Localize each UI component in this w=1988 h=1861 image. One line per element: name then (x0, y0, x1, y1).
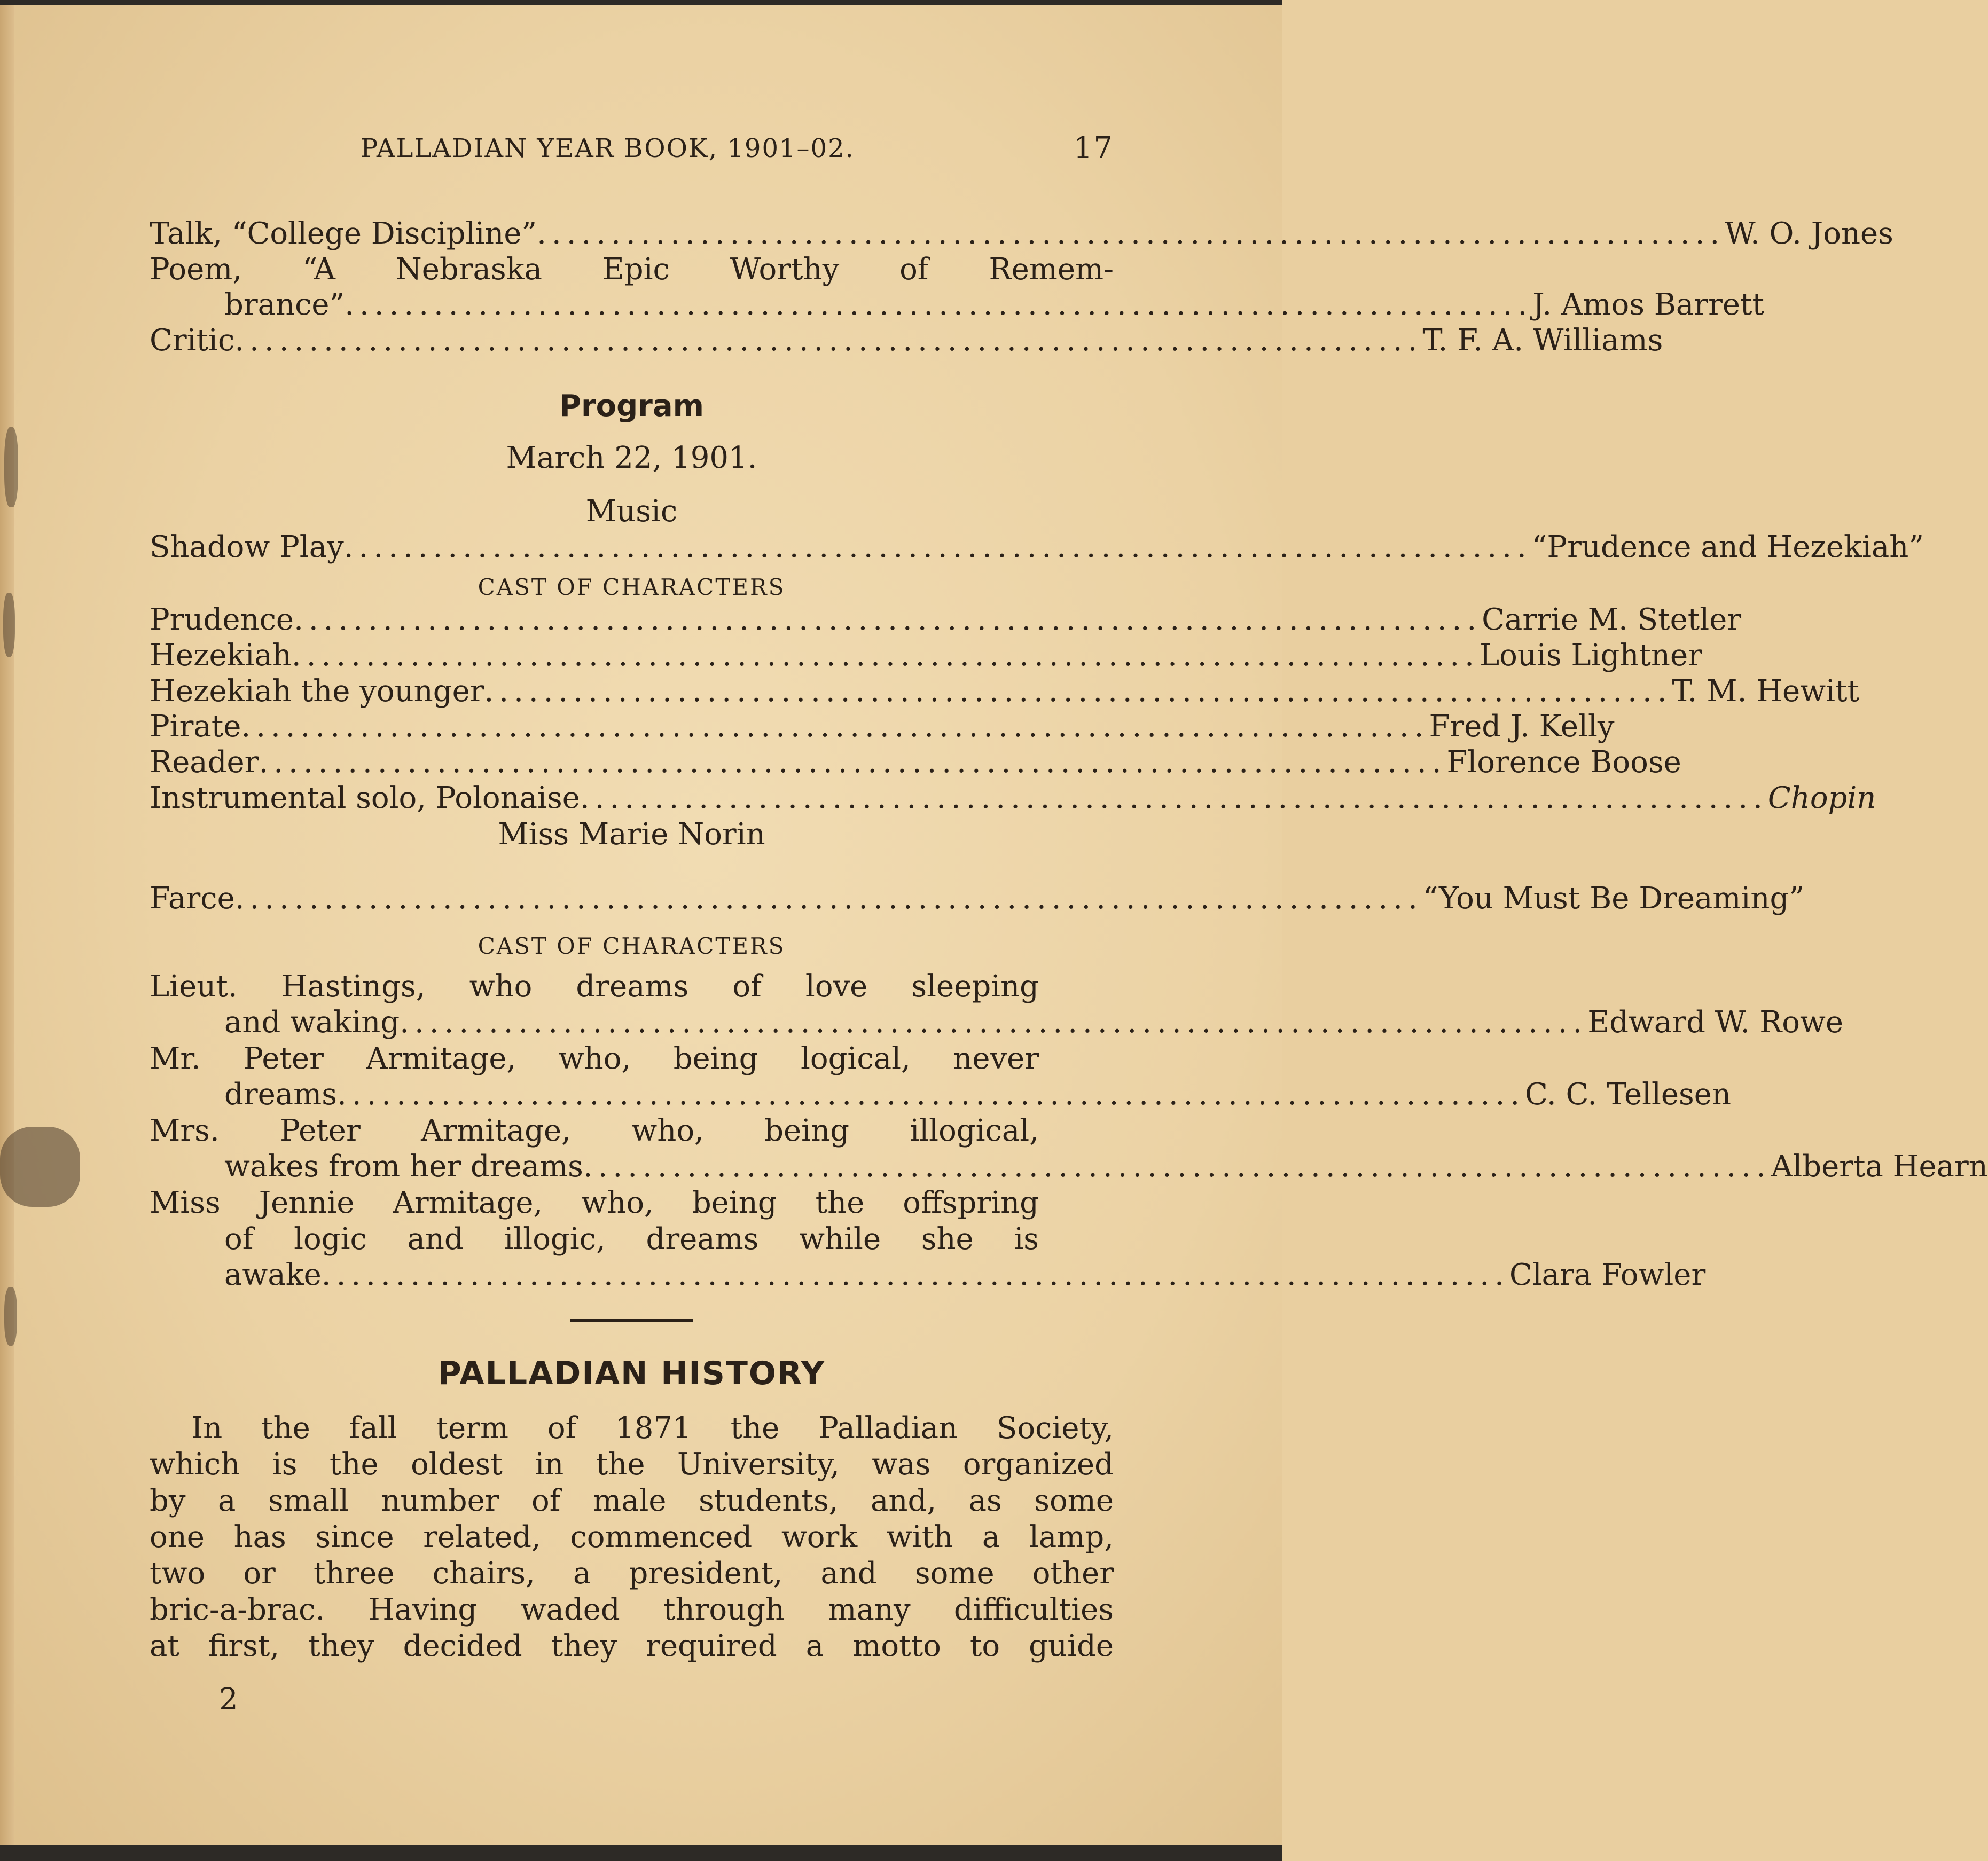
leader-dots: ................................................................................ (291, 638, 1480, 673)
program-entry: Talk, “College Discipline” ................................................................................ W. O. Jones (150, 216, 1893, 251)
binding-stain (4, 1287, 17, 1346)
program-entry: Poem, “A Nebraska Epic Worthy of Remem- (150, 252, 1114, 287)
program-date: March 22, 1901. (506, 441, 757, 475)
cast-entry: wakes from her dreams ................................................................................ Alberta Hearn (224, 1149, 1988, 1184)
page-binding-edge (0, 5, 14, 1845)
binding-stain (3, 593, 15, 657)
leader-dots: ................................................................................ (241, 709, 1429, 744)
page-bottom-edge (0, 1845, 1282, 1861)
running-title: PALLADIAN YEAR BOOK, 1901–02. (361, 134, 855, 163)
cast-entry: of logic and illogic, dreams while she is (224, 1222, 1039, 1257)
program-entry: Instrumental solo, Polonaise ................................................................................ Chopin (150, 781, 1876, 815)
leader-dots: ................................................................................ (294, 602, 1482, 637)
leader-dots: ................................................................................ (321, 1258, 1509, 1292)
history-line: In the fall term of 1871 the Palladian Society, (191, 1411, 1114, 1446)
leader-dots: ................................................................................ (537, 216, 1725, 251)
cast-entry: Hezekiah ................................................................................ Louis Lightner (150, 638, 1702, 673)
leader-dots: ................................................................................ (583, 1149, 1771, 1184)
history-line: by a small number of male students, and, as some (150, 1483, 1114, 1518)
cast-entry: awake ................................................................................ Clara Fowler (224, 1258, 1706, 1292)
cast-heading: CAST OF CHARACTERS (478, 574, 786, 600)
page-number: 17 (1073, 131, 1114, 166)
page-top-edge (0, 0, 1282, 5)
cast-entry: dreams ................................................................................ C. C. Tellesen (224, 1077, 1732, 1112)
cast-entry: Hezekiah the younger ................................................................................ T. M. Hewitt (150, 674, 1860, 709)
leader-dots: ................................................................................ (345, 287, 1533, 322)
music-item: Music (585, 494, 678, 529)
cast-entry: Lieut. Hastings, who dreams of love sleeping (150, 969, 1039, 1004)
binding-stain (4, 427, 18, 507)
cast-entry: Reader ................................................................................ Florence Boose (150, 745, 1681, 780)
leader-dots: ................................................................................ (343, 530, 1532, 564)
history-line: which is the oldest in the University, was organized (150, 1447, 1114, 1482)
cast-entry: Miss Jennie Armitage, who, being the offspring (150, 1185, 1039, 1220)
leader-dots: ................................................................................ (234, 881, 1423, 916)
history-line: one has since related, commenced work with a lamp, (150, 1520, 1114, 1554)
cast-entry: Mr. Peter Armitage, who, being logical, never (150, 1041, 1039, 1076)
leader-dots: ................................................................................ (400, 1005, 1588, 1040)
history-line: bric-a-brac. Having waded through many difficulties (150, 1592, 1114, 1627)
history-line: two or three chairs, a president, and some other (150, 1556, 1114, 1591)
running-head (150, 131, 1114, 166)
cast-entry: Mrs. Peter Armitage, who, being illogical, (150, 1113, 1039, 1148)
binding-stain (0, 1127, 80, 1207)
section-divider (570, 1319, 693, 1322)
leader-dots: ................................................................................ (259, 745, 1447, 780)
leader-dots: ................................................................................ (580, 781, 1768, 815)
leader-dots: ................................................................................ (484, 674, 1672, 709)
program-heading: Program (559, 389, 704, 423)
leader-dots: ................................................................................ (234, 323, 1423, 358)
solo-performer: Miss Marie Norin (498, 817, 765, 852)
cast-entry: and waking ................................................................................ Edward W. Rowe (224, 1005, 1844, 1040)
cast-entry: Prudence ................................................................................ Carrie M. Stetler (150, 602, 1742, 637)
signature-mark: 2 (219, 1682, 238, 1717)
history-line: at first, they decided they required a motto to guide (150, 1629, 1114, 1663)
leader-dots: ................................................................................ (336, 1077, 1525, 1112)
program-entry: Shadow Play ................................................................................ “Prudence and Hezekiah” (150, 530, 1924, 564)
program-entry: brance” ................................................................................ J. Amos Barrett (224, 287, 1764, 322)
program-entry: Farce ................................................................................ “You Must Be Dreaming” (150, 881, 1804, 916)
cast-heading: CAST OF CHARACTERS (478, 933, 786, 959)
program-entry: Critic ................................................................................ T. F. A. Williams (150, 323, 1663, 358)
cast-entry: Pirate ................................................................................ Fred J. Kelly (150, 709, 1615, 744)
history-heading: PALLADIAN HISTORY (437, 1355, 826, 1392)
